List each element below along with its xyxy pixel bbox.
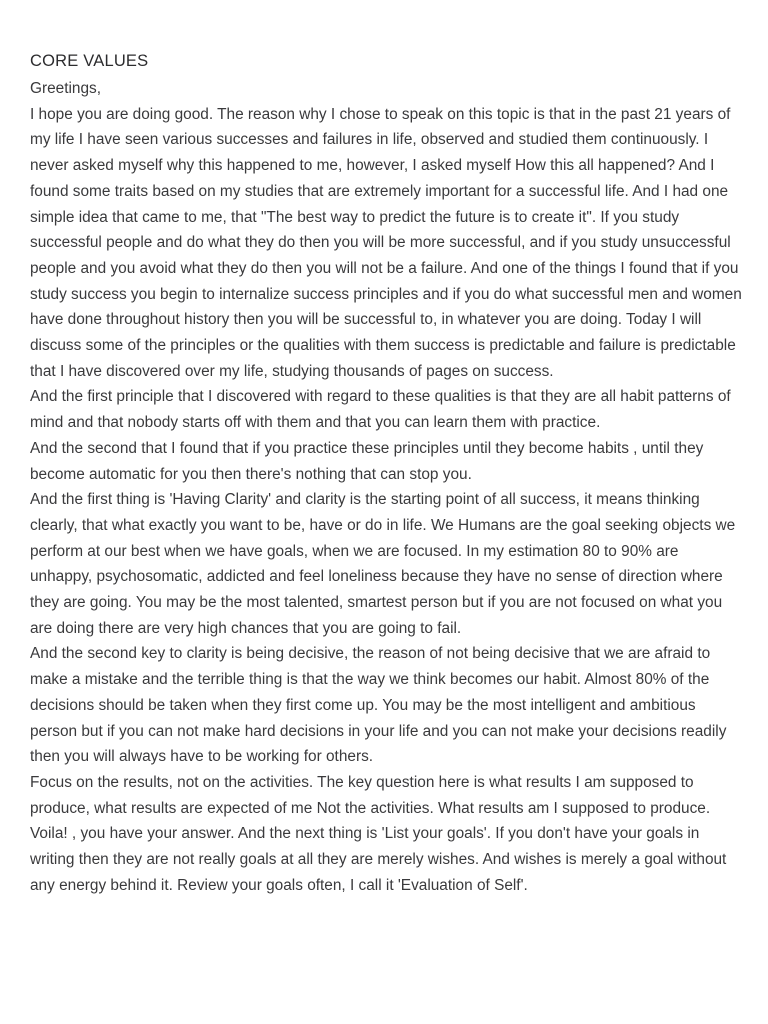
note-paragraph-3: And the second that I found that if you practice these principles until they become habits , until they become automatic for you then there's nothing that can stop you. (30, 439, 704, 483)
note-paragraph-5: And the second key to clarity is being decisive, the reason of not being decisive that we are afraid to make a mistake and the terrible thing is that the way we think becomes our habit. Almost 80% of the decisions should be taken when they first come up. You may be the most intelligent and ambitious person but if you can not make hard decisions in your life and you can not make your decisions readily then you will always have to be working for others. (30, 645, 727, 766)
note-paragraph-2: And the first principle that I discovered with regard to these qualities is that they are all habit patterns of mind and that nobody starts off with them and that you can learn them with practice. (30, 388, 731, 432)
note-title: CORE VALUES (30, 52, 149, 70)
note-paragraph-4: And the first thing is 'Having Clarity' and clarity is the starting point of all success, it means thinking clearly, that what exactly you want to be, have or do in life. We Humans are the goal seeking objects we perform at our best when we have goals, when we are focused. In my estimation 80 to 90% are unhappy, psychosomatic, addicted and feel loneliness because they have no sense of direction where they are going. You may be the most talented, smartest person but if you are not focused on what you are doing there are very high chances that you are going to fail. (30, 491, 736, 637)
note-paragraph-6: Focus on the results, not on the activities. The key question here is what results I am supposed to produce, what results are expected of me Not the activities. What results am I supposed to produce. Voila! , you have your answer. And the next thing is 'List your goals'. If you don't have your goals in writing then they are not really goals at all they are merely wishes. And wishes is merely a goal without any energy behind it. Review your goals often, I call it 'Evaluation of Self'. (30, 773, 727, 894)
note-greeting: Greetings, (30, 80, 102, 97)
note-paragraph-1: I hope you are doing good. The reason why I chose to speak on this topic is that in the past 21 years of my life I have seen various successes and failures in life, observed and studied them continuously. I never asked myself why this happened to me, however, I asked myself How this all happened? And I found some traits based on my studies that are extremely important for a successful life. And I had one simple idea that came to me, that "The best way to predict the future is to create it". If you study successful people and do what they do then you will be more successful, and if you study unsuccessful people and you avoid what they do then you will not be a failure. And one of the things I found that if you study success you begin to internalize success principles and if you do what successful men and women have done throughout history then you will be successful to, in whatever you are doing. Today I will discuss some of the principles or the qualities with them success is predictable and failure is predictable that I have discovered over my life, studying thousands of pages on success. (30, 105, 742, 380)
